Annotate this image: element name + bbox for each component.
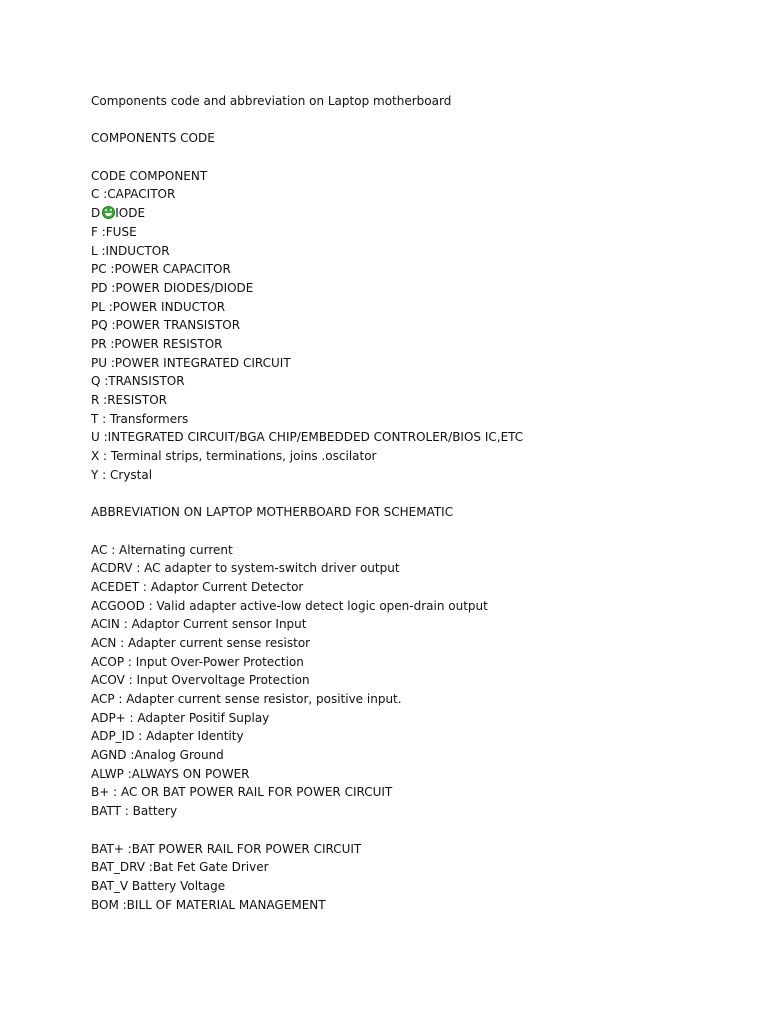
abbreviation-line: AGND :Analog Ground <box>91 748 224 763</box>
code-line-u: U :INTEGRATED CIRCUIT/BGA CHIP/EMBEDDED CONTROLER/BIOS IC,ETC <box>91 430 524 445</box>
code-line-pc: PC :POWER CAPACITOR <box>91 262 231 277</box>
code-line-y: Y : Crystal <box>91 467 153 482</box>
smiley-emoticon-icon <box>102 206 115 219</box>
abbreviation-line: ACOP : Input Over-Power Protection <box>91 654 304 669</box>
abbreviation-line: ACDRV : AC adapter to system-switch driver output <box>91 561 400 576</box>
abbreviation-line: ACGOOD : Valid adapter active-low detect logic open-drain output <box>91 598 488 613</box>
code-d-suffix: IODE <box>115 206 146 221</box>
abbreviation-line: BAT+ :BAT POWER RAIL FOR POWER CIRCUIT <box>91 841 362 856</box>
code-line-pl: PL :POWER INDUCTOR <box>91 299 226 314</box>
abbreviation-line: ACP : Adapter current sense resistor, positive input. <box>91 692 402 706</box>
spacer <box>91 111 731 130</box>
spacer <box>91 484 731 503</box>
abbreviation-line: ALWP :ALWAYS ON POWER <box>91 766 250 781</box>
abbreviation-line: ACN : Adapter current sense resistor <box>91 635 311 650</box>
spacer <box>91 821 731 840</box>
abbreviation-line: ADP_ID : Adapter Identity <box>91 729 244 744</box>
abbreviation-line: BATT : Battery <box>91 804 178 819</box>
section-heading-components-code: COMPONENTS CODE <box>91 131 215 146</box>
code-line-q: Q :TRANSISTOR <box>91 374 185 389</box>
code-line-c: C :CAPACITOR <box>91 187 176 202</box>
code-line-d <box>91 204 731 223</box>
code-line-t: T : Transformers <box>91 411 189 426</box>
code-line-pu: PU :POWER INTEGRATED CIRCUIT <box>91 355 291 370</box>
document-page <box>91 92 731 914</box>
code-line-f: F :FUSE <box>91 224 137 239</box>
abbreviation-line: BAT_DRV :Bat Fet Gate Driver <box>91 860 269 875</box>
abbreviation-line: AC : Alternating current <box>91 542 233 557</box>
abbreviation-line: BAT_V Battery Voltage <box>91 878 226 893</box>
abbreviation-line: ACOV : Input Overvoltage Protection <box>91 673 310 688</box>
code-line-pq: PQ :POWER TRANSISTOR <box>91 318 241 333</box>
abbreviation-line: ADP+ : Adapter Positif Suplay <box>91 710 270 725</box>
abbreviation-line: ACEDET : Adaptor Current Detector <box>91 579 304 594</box>
code-table-header: CODE COMPONENT <box>91 168 208 183</box>
abbreviation-line: B+ : AC OR BAT POWER RAIL FOR POWER CIRCUIT <box>91 785 393 800</box>
code-d-prefix: D <box>91 206 101 221</box>
code-line-pr: PR :POWER RESISTOR <box>91 336 223 351</box>
code-line-r: R :RESISTOR <box>91 393 168 407</box>
code-line-l: L :INDUCTOR <box>91 243 170 258</box>
abbreviation-line: ACIN : Adaptor Current sensor Input <box>91 617 307 632</box>
code-line-pd: PD :POWER DIODES/DIODE <box>91 280 254 295</box>
spacer <box>91 148 731 167</box>
document-title: Components code and abbreviation on Laptop motherboard <box>91 94 452 108</box>
code-line-x: X : Terminal strips, terminations, joins .oscilator <box>91 449 377 464</box>
abbreviation-line: BOM :BILL OF MATERIAL MANAGEMENT <box>91 897 326 912</box>
spacer <box>91 522 731 541</box>
section-heading-abbreviations: ABBREVIATION ON LAPTOP MOTHERBOARD FOR SCHEMATIC <box>91 505 454 520</box>
